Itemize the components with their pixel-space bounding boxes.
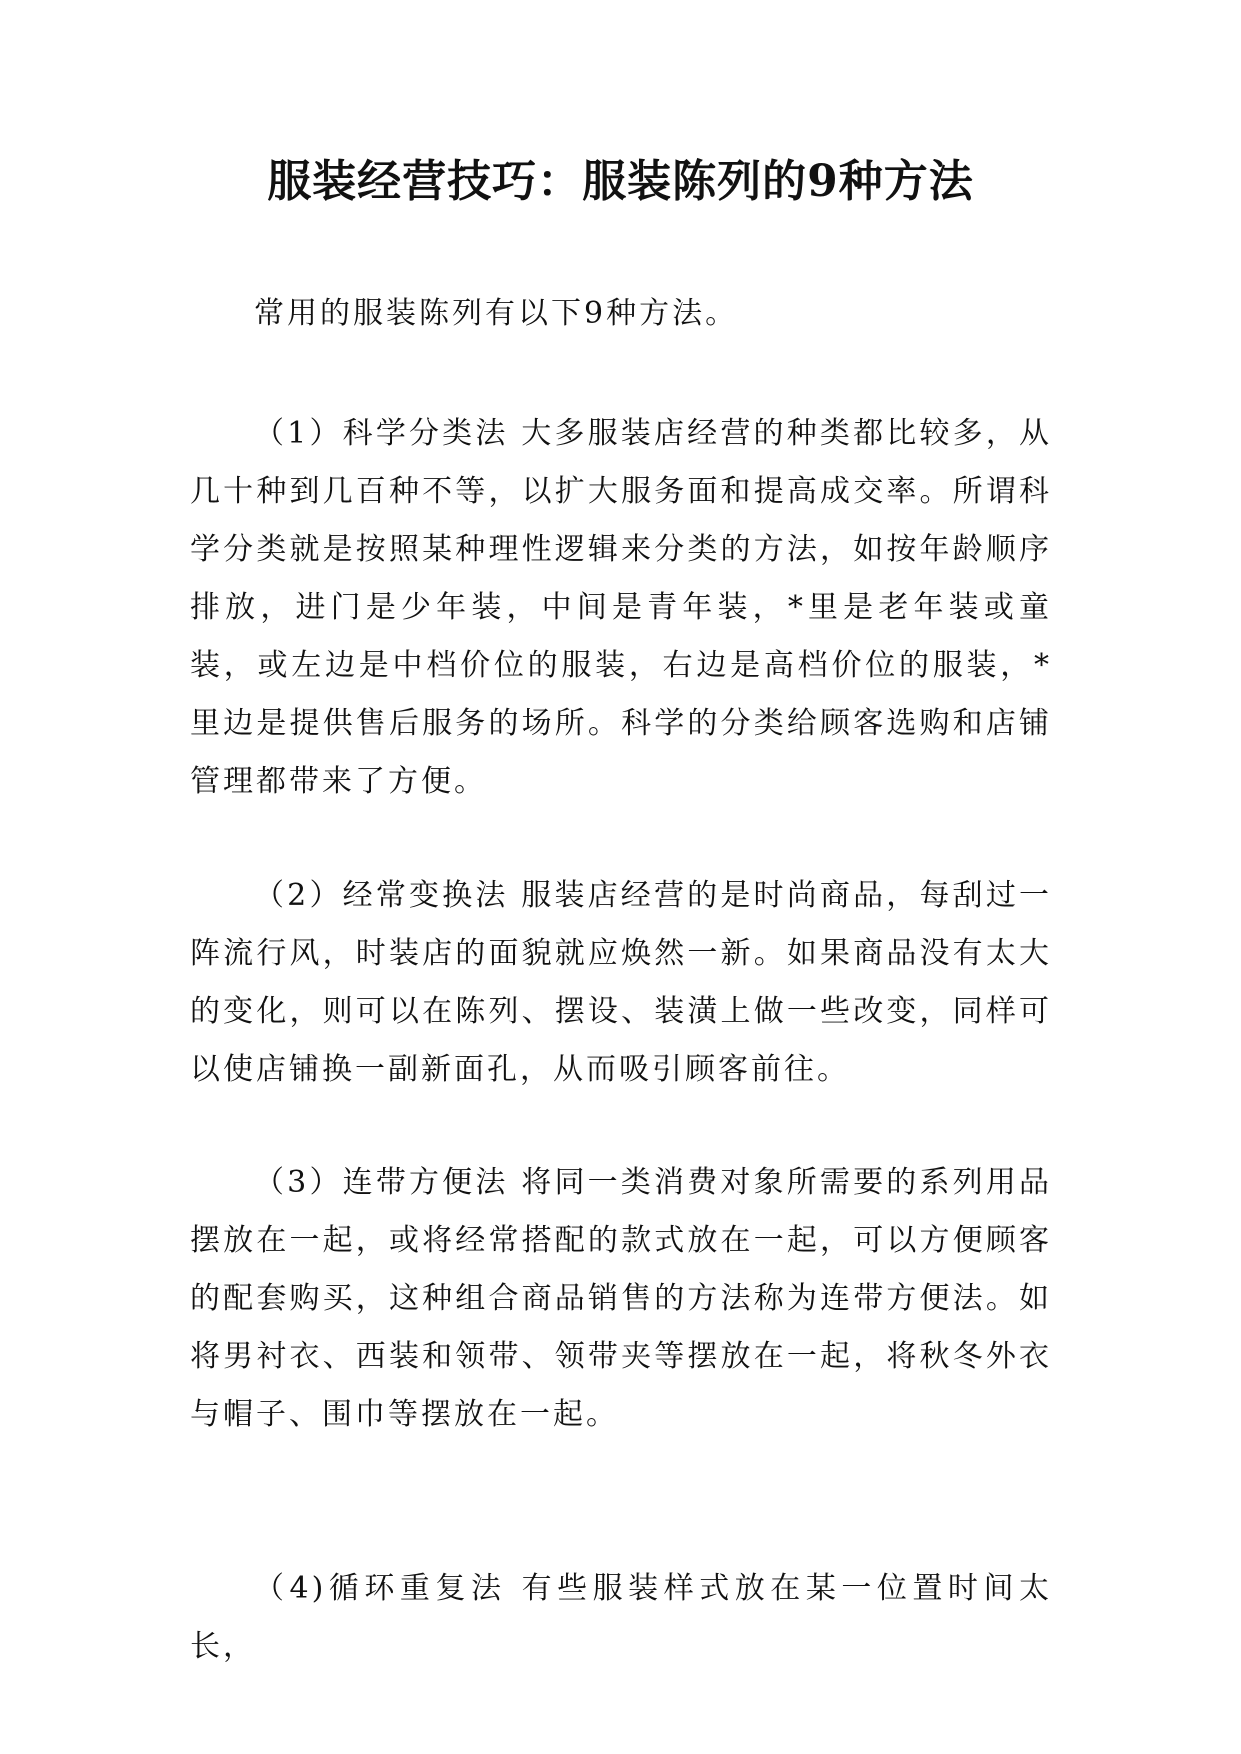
paragraph-2: （2）经常变换法 服装店经营的是时尚商品，每刮过一阵流行风，时装店的面貌就应焕然一新。如果商品没有太大的变化，则可以在陈列、摆设、装潢上做一些改变，同样可以使店铺换一副新面孔，从而吸引顾客前往。 <box>190 878 1052 1087</box>
document-title: 服装经营技巧：服装陈列的9种方法 <box>267 156 974 207</box>
paragraph-3: （3）连带方便法 将同一类消费对象所需要的系列用品摆放在一起，或将经常搭配的款式放在一起，可以方便顾客的配套购买，这种组合商品销售的方法称为连带方便法。如将男衬衣、西装和领带、领带夹等摆放在一起，将秋冬外衣与帽子、围巾等摆放在一起。 <box>190 1165 1052 1432</box>
paragraph-1: （1）科学分类法 大多服装店经营的种类都比较多，从几十种到几百种不等，以扩大服务面和提高成交率。所谓科学分类就是按照某种理性逻辑来分类的方法，如按年龄顺序排放，进门是少年装，中间是青年装，*里是老年装或童装，或左边是中档价位的服装，右边是高档价位的服装，*里边是提供售后服务的场所。科学的分类给顾客选购和店铺管理都带来了方便。 <box>190 416 1052 799</box>
intro-paragraph: 常用的服装陈列有以下9种方法。 <box>254 296 739 331</box>
paragraph-4: （4)循环重复法 有些服装样式放在某一位置时间太长， <box>190 1571 1052 1664</box>
